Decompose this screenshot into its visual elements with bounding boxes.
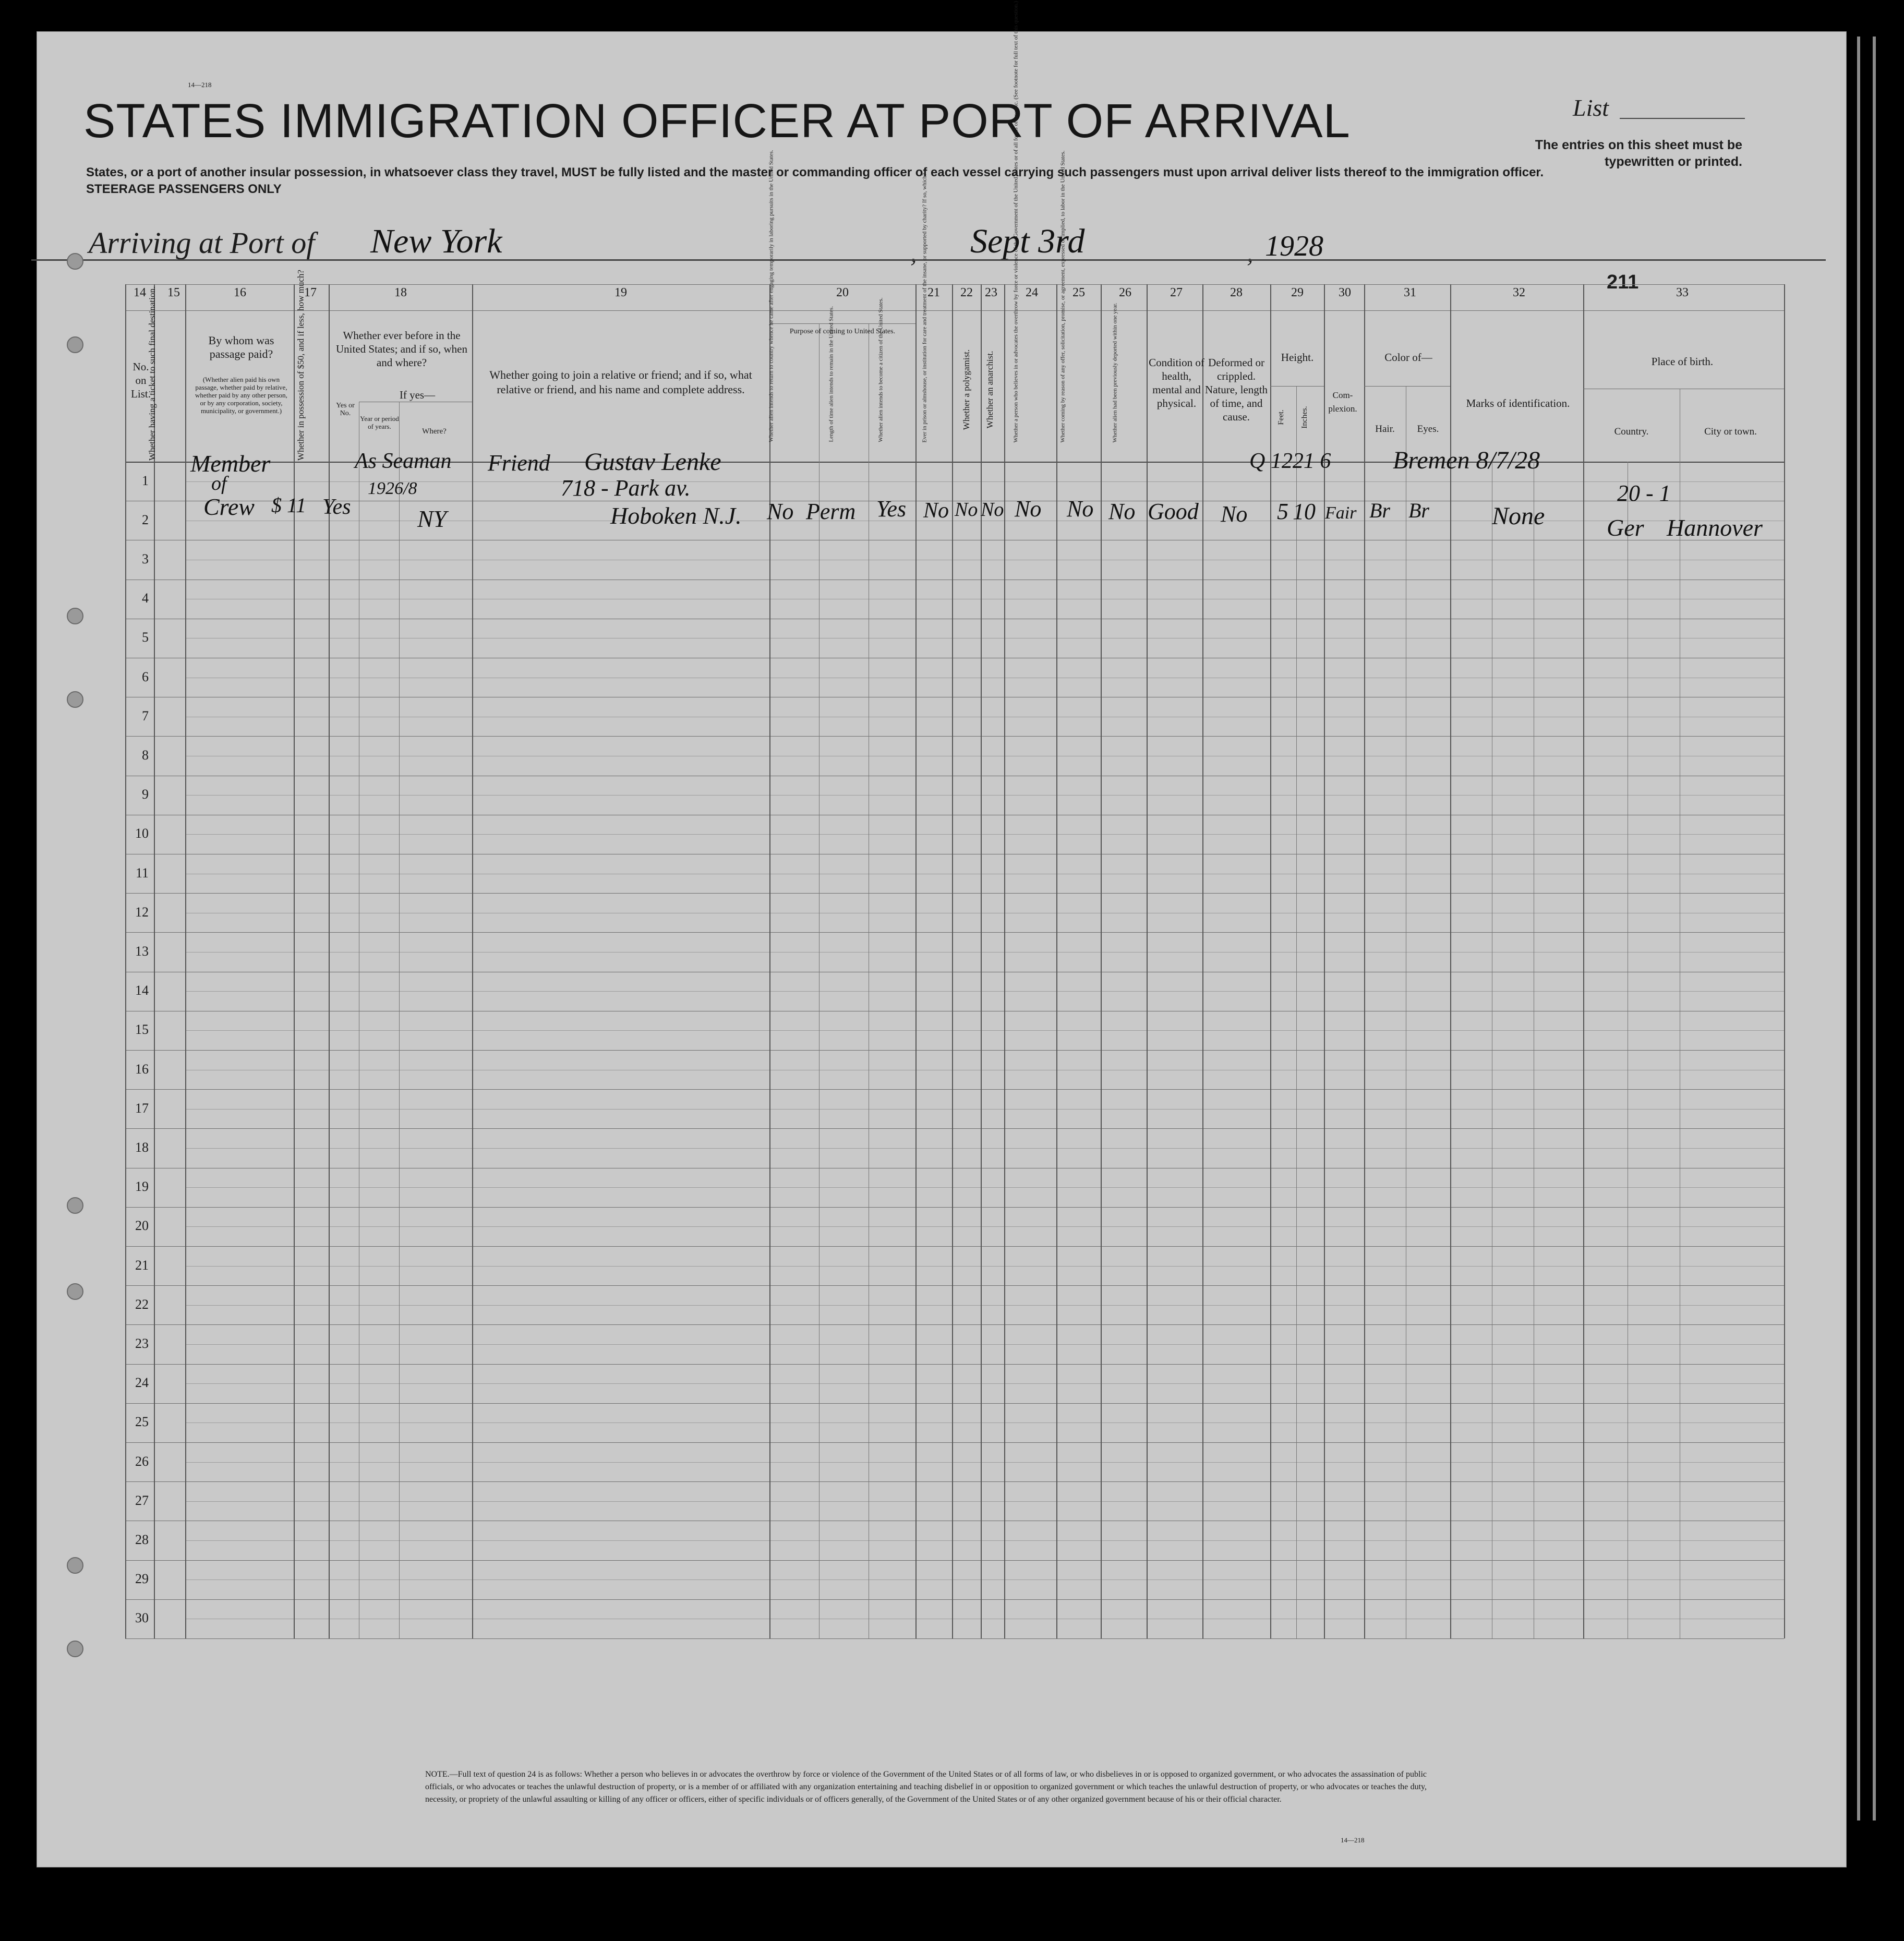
page-title: STATES IMMIGRATION OFFICER AT PORT OF ARRIVAL xyxy=(83,94,1351,148)
grid-column-line xyxy=(329,284,330,1638)
entry-inches: 10 xyxy=(1293,499,1316,524)
grid-column-line xyxy=(1004,284,1005,1638)
entry-complexion: Fair xyxy=(1325,503,1357,523)
sheet-number: 211 xyxy=(1607,271,1639,293)
row-number: 7 xyxy=(142,708,149,724)
col-num-19: 19 xyxy=(614,286,627,299)
row-number: 11 xyxy=(135,865,149,881)
punch-hole xyxy=(67,1197,83,1214)
entry-annotation-age: 20 - 1 xyxy=(1617,480,1671,506)
grid-subrow-line xyxy=(185,1422,1784,1423)
entry-q24: No xyxy=(1015,496,1042,522)
col-num-18: 18 xyxy=(394,286,407,299)
entry-join-address-1: 718 - Park av. xyxy=(561,475,691,501)
grid-column-line xyxy=(1450,284,1451,1638)
grid-row-line xyxy=(125,1481,1784,1482)
grid-subrow-line xyxy=(185,1109,1784,1110)
punch-hole xyxy=(67,1557,83,1574)
grid-subrow-line xyxy=(185,481,1784,482)
header-if-yes: If yes— xyxy=(399,389,436,401)
grid-column-line xyxy=(1364,284,1365,1638)
entry-deformed: No xyxy=(1221,501,1248,527)
entry-marks: None xyxy=(1492,502,1545,530)
header-overthrow xyxy=(1013,336,1051,443)
instructions xyxy=(86,164,1682,198)
grid-row-line xyxy=(125,1050,1784,1051)
header-no-on-list: No. on List. xyxy=(131,360,151,400)
punch-hole xyxy=(67,253,83,270)
entry-polygamist: No xyxy=(955,499,978,521)
header-passage-paid-sub: (Whether alien paid his own passage, whether paid by relative, whether paid by any other person, or by any corporation, society, municipality, or government.) xyxy=(195,376,287,415)
grid-column-line xyxy=(1056,284,1057,1638)
col-num-20: 20 xyxy=(836,286,849,299)
row-number: 4 xyxy=(142,590,149,606)
comma-2: , xyxy=(1247,238,1254,267)
grid-column-line xyxy=(915,284,917,1638)
punch-hole xyxy=(67,1283,83,1300)
grid-row-line xyxy=(125,1403,1784,1404)
col-num-25: 25 xyxy=(1072,286,1085,299)
entry-passage-of: of xyxy=(211,473,227,495)
grid-subrow-line xyxy=(185,1187,1784,1188)
entry-length: Perm xyxy=(806,499,856,524)
entry-passage-crew: Crew xyxy=(203,493,255,520)
header-purpose-return xyxy=(768,335,800,442)
header-deported: Whether alien had been previously deported within one year. xyxy=(1112,303,1118,443)
grid-column-line xyxy=(769,284,770,1638)
header-where: Where? xyxy=(422,427,447,436)
comma-1: , xyxy=(910,238,917,267)
arriving-label: Arriving at Port of xyxy=(89,226,315,260)
grid-column-line xyxy=(125,284,126,1638)
col-num-14: 14 xyxy=(134,286,146,299)
grid-row-line xyxy=(125,1207,1784,1208)
grid-subrow-line xyxy=(185,834,1784,835)
grid-subrow-line xyxy=(185,1383,1784,1384)
row-number: 21 xyxy=(135,1257,149,1273)
arrival-year: 1928 xyxy=(1265,230,1323,262)
grid-subrow-line xyxy=(185,1305,1784,1306)
entry-country: Ger xyxy=(1607,514,1644,541)
col-num-27: 27 xyxy=(1170,286,1183,299)
footnote: NOTE.—Full text of question 24 is as follows: Whether a person who believes in or advocates the overthrow by force or violence of the Government of the United States or of all forms of law, or who disbelieves in or is opposed to organized government, or who advocates the assassination of public officials, or who advocates or teaches the unlawful destruction of property, or is a member of or affiliated with any organization entertaining and teaching disbelief in or opposition to organized government or which teaches the unlawful destruction of property, or who advocates or teaches the duty, necessity, or propriety of the unlawful assaulting or killing of any officer or officers, either of specific individuals or of officers generally, of the Government of the United States or of any other organized government because of his or their official character. xyxy=(425,1770,1427,1804)
grid-column-line xyxy=(1147,284,1148,1638)
header-before-in-us: Whether ever before in the United States; and if so, when and where? xyxy=(336,329,467,369)
grid-subcolumn-line xyxy=(399,402,400,1638)
row-number: 17 xyxy=(135,1100,149,1116)
entry-where: NY xyxy=(417,505,447,532)
entry-money: $ 11 xyxy=(271,493,307,517)
header-passage-paid: By whom was passage paid? xyxy=(208,334,274,360)
row-number: 6 xyxy=(142,669,149,684)
row-number: 3 xyxy=(142,551,149,566)
grid-column-line xyxy=(294,284,295,1638)
header-complexion: Com-plexion. xyxy=(1328,390,1357,414)
grid-row-line xyxy=(125,1285,1784,1286)
col-num-29: 29 xyxy=(1291,286,1304,299)
list-underline xyxy=(1620,118,1745,119)
grid-row-line xyxy=(125,1246,1784,1247)
header-join-relative: Whether going to join a relative or friend; and if so, what relative or friend, and his name and complete address. xyxy=(489,368,752,396)
row-number: 16 xyxy=(135,1061,149,1077)
col-num-33: 33 xyxy=(1676,286,1689,299)
row-number: 19 xyxy=(135,1179,149,1195)
header-hair: Hair. xyxy=(1375,424,1395,435)
entry-return: No xyxy=(767,499,794,524)
grid-subrow-line xyxy=(185,1501,1784,1502)
header-fifty-dollars: Whether in possession of $50, and if less, how much? xyxy=(296,270,306,461)
top-code: 14—218 xyxy=(188,81,212,89)
col-num-24: 24 xyxy=(1026,286,1038,299)
grid-column-line xyxy=(472,284,473,1638)
entry-years: 1926/8 xyxy=(368,479,417,498)
grid-row-line xyxy=(125,1089,1784,1090)
entry-annotation-number: Q 1221 6 xyxy=(1249,449,1331,473)
grid-subrow-line xyxy=(185,1344,1784,1345)
grid-row-line xyxy=(125,932,1784,933)
grid-column-line xyxy=(981,284,982,1638)
grid-row-line xyxy=(125,1560,1784,1561)
col-num-28: 28 xyxy=(1230,286,1243,299)
footer-code: 14—218 xyxy=(1341,1836,1365,1844)
grid-column-line xyxy=(185,284,186,1638)
instructions-line-2: STEERAGE PASSENGERS ONLY xyxy=(86,182,282,196)
col-num-15: 15 xyxy=(167,286,180,299)
port-name: New York xyxy=(370,222,502,260)
row-number: 22 xyxy=(135,1296,149,1312)
grid-row-line xyxy=(125,1128,1784,1129)
entry-citizen: Yes xyxy=(876,496,907,522)
grid-column-line xyxy=(154,284,155,1638)
header-marks: Marks of identification. xyxy=(1466,397,1570,409)
header-purpose-length: Length of time alien intends to remain in the United States. xyxy=(828,306,835,442)
grid-row-line xyxy=(125,893,1784,894)
col-num-31: 31 xyxy=(1404,286,1416,299)
grid-subrow-line xyxy=(185,952,1784,953)
header-health: Condition of health, mental and physical. xyxy=(1149,356,1204,409)
col-num-16: 16 xyxy=(234,286,246,299)
instructions-line-1: States, or a port of another insular possession, in whatsoever class they travel, MUST be fully listed and the master or commanding officer of each vessel carrying such passengers must upon arrival deliver lists thereof to the immigration officer. xyxy=(86,165,1544,179)
row-number: 12 xyxy=(135,904,149,920)
header-yes-no: Yes or No. xyxy=(336,402,355,417)
col-num-26: 26 xyxy=(1119,286,1131,299)
grid-subcolumn-line xyxy=(1296,386,1297,1638)
grid-top-line xyxy=(125,284,1784,285)
grid-subheader-line xyxy=(1364,386,1450,387)
entry-q25: No xyxy=(1067,496,1094,522)
grid-subrow-line xyxy=(185,1540,1784,1541)
grid-row-line xyxy=(125,736,1784,737)
entry-passage-member: Member xyxy=(190,450,271,477)
row-number: 28 xyxy=(135,1532,149,1547)
col-num-30: 30 xyxy=(1339,286,1351,299)
entry-join-name: Gustav Lenke xyxy=(584,448,721,476)
grid-column-line xyxy=(1784,284,1785,1638)
entry-anarchist: No xyxy=(981,499,1004,521)
row-number: 24 xyxy=(135,1375,149,1391)
row-number: 23 xyxy=(135,1336,149,1351)
row-number: 14 xyxy=(135,983,149,998)
grid-column-line xyxy=(1583,284,1584,1638)
header-deformed: Deformed or crippled. Nature, length of time, and cause. xyxy=(1204,356,1268,423)
entry-health: Good xyxy=(1148,499,1199,524)
entry-annotation-bremen: Bremen 8/7/28 xyxy=(1393,447,1540,474)
grid-subheader-line xyxy=(1270,386,1324,387)
typewritten-note: The entries on this sheet must be typewritten or printed. xyxy=(1535,138,1742,169)
grid-row-line xyxy=(125,1599,1784,1600)
col-num-22: 22 xyxy=(960,286,973,299)
grid-column-line xyxy=(1101,284,1102,1638)
header-color-of: Color of— xyxy=(1384,351,1432,364)
entry-before-yes: Yes xyxy=(322,495,351,519)
entry-join-address-2: Hoboken N.J. xyxy=(610,502,742,529)
header-years: Year or period of years. xyxy=(360,415,399,430)
entry-feet: 5 xyxy=(1277,499,1288,524)
punch-hole xyxy=(67,691,83,708)
grid-column-line xyxy=(1324,284,1325,1638)
grid-subrow-line xyxy=(185,1148,1784,1149)
col-num-32: 32 xyxy=(1513,286,1525,299)
row-number: 29 xyxy=(135,1571,149,1587)
page-edge-right-2 xyxy=(1873,37,1876,1821)
grid-column-line xyxy=(1270,284,1271,1638)
grid-subrow-line xyxy=(185,991,1784,992)
punch-hole xyxy=(67,608,83,624)
row-number: 18 xyxy=(135,1140,149,1155)
header-city: City or town. xyxy=(1704,426,1757,437)
entry-hair: Br xyxy=(1369,499,1390,522)
row-number: 2 xyxy=(142,512,149,527)
header-purpose-citizen: Whether alien intends to become a citizen of the United States. xyxy=(877,297,884,442)
row-number: 1 xyxy=(142,473,149,488)
header-anarchist: Whether an anarchist. xyxy=(985,351,995,429)
grid-row-line xyxy=(125,1324,1784,1325)
header-feet: Feet. xyxy=(1277,409,1285,425)
row-number: 13 xyxy=(135,944,149,959)
grid-column-line xyxy=(1202,284,1203,1638)
grid-row-line xyxy=(125,1442,1784,1443)
row-number: 5 xyxy=(142,630,149,645)
col-num-17: 17 xyxy=(304,286,317,299)
entry-as-seaman: As Seaman xyxy=(355,449,452,473)
grid-subrow-line xyxy=(185,1030,1784,1031)
header-labor-offer xyxy=(1060,336,1098,443)
row-number: 30 xyxy=(135,1610,149,1626)
header-ticket: Whether having a ticket to such final destination. xyxy=(147,286,157,461)
header-prison xyxy=(922,336,949,443)
grid-subheader-line xyxy=(769,323,915,324)
row-number: 15 xyxy=(135,1022,149,1038)
grid-colnum-line xyxy=(125,310,1784,311)
punch-hole xyxy=(67,336,83,353)
header-polygamist: Whether a polygamist. xyxy=(961,349,971,430)
grid-subrow-line xyxy=(185,1266,1784,1267)
entry-eyes: Br xyxy=(1408,499,1429,522)
row-number: 20 xyxy=(135,1218,149,1234)
header-eyes: Eyes. xyxy=(1417,424,1439,435)
row-number: 8 xyxy=(142,748,149,763)
grid-row-line xyxy=(125,1638,1784,1639)
row-number: 9 xyxy=(142,787,149,802)
grid-row-line xyxy=(125,1364,1784,1365)
entry-city: Hannover xyxy=(1667,514,1763,541)
row-number: 10 xyxy=(135,826,149,841)
entry-deported: No xyxy=(1108,499,1136,524)
page-edge-right xyxy=(1857,37,1860,1821)
grid-subrow-line xyxy=(185,1226,1784,1227)
grid-column-line xyxy=(952,284,953,1638)
entry-join-type: Friend xyxy=(488,450,550,476)
header-rule xyxy=(31,259,1826,261)
col-num-21: 21 xyxy=(927,286,940,299)
header-place-of-birth: Place of birth. xyxy=(1651,355,1714,368)
manifest-sheet xyxy=(37,31,1847,1867)
list-label: List xyxy=(1573,94,1609,121)
row-number: 27 xyxy=(135,1492,149,1508)
entry-prison: No xyxy=(923,499,949,523)
row-number: 25 xyxy=(135,1414,149,1430)
header-inches: Inches. xyxy=(1300,406,1309,429)
header-height: Height. xyxy=(1281,351,1314,364)
header-country: Country. xyxy=(1614,426,1649,437)
grid-subrow-line xyxy=(185,1462,1784,1463)
punch-hole xyxy=(67,1641,83,1657)
header-purpose: Purpose of coming to United States. xyxy=(789,328,896,335)
arrival-date: Sept 3rd xyxy=(970,222,1085,260)
row-number: 26 xyxy=(135,1453,149,1469)
col-num-23: 23 xyxy=(985,286,997,299)
